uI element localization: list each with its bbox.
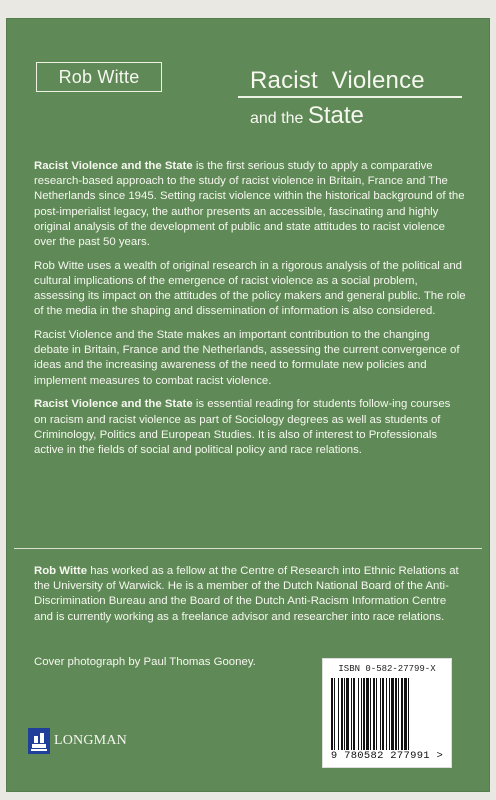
book-title-line2 [250, 102, 364, 130]
blurb-paragraph-4 [34, 397, 466, 458]
book-title-line1: Racist Violence [250, 67, 425, 94]
author-bio [34, 564, 466, 633]
author-name: Rob Witte [58, 66, 140, 87]
author-bio-paragraph [34, 564, 466, 625]
publisher-name: LONGMAN [54, 733, 127, 748]
book-title-prefix: and the [250, 110, 304, 127]
barcode-icon [331, 678, 443, 750]
author-name-box [36, 62, 162, 92]
title-rule-divider [238, 96, 462, 98]
photo-credit: Cover photograph by Paul Thomas Gooney. [34, 656, 256, 668]
isbn-label: ISBN 0-582-27799-X [338, 664, 436, 674]
back-cover [6, 18, 490, 792]
bio-text: has worked as a fellow at the Centre of Research into Ethnic Relations at the University of Warwick. He is a member of the Dutch National Board of the Anti-Discrimination Bureau and the Board of the Dutch Anti-Racism Information Centre and is currently working as a freelance advisor and researcher into race relations. [34, 565, 459, 623]
blurb [34, 159, 466, 467]
blurb-paragraph-1 [34, 159, 466, 250]
section-divider [14, 548, 482, 549]
publisher-mark [28, 728, 127, 754]
blurb-title-bold: Racist Violence and the State [34, 160, 193, 172]
blurb-paragraph-1-text: is the first serious study to apply a comparative research-based approach to the study of racist violence in Britain, France and The Netherlands since 1945. Setting racist violence within the historical background of the post-imperialist legacy, the author presents an accessible, fascinating and highly original analysis of the development of public and state attitudes to racist violence over the past 50 years. [34, 160, 465, 249]
longman-ship-logo-icon [28, 728, 50, 754]
bio-author-name: Rob Witte [34, 565, 88, 577]
blurb-paragraph-3: Racist Violence and the State makes an important contribution to the changing debate in Britain, France and the Netherlands, assessing the current convergence of ideas and the increasing awareness of the need to formulate new policies and implement measures to combat racist violence. [34, 329, 460, 387]
blurb-title-bold-2: Racist Violence and the State [34, 398, 193, 411]
book-title-main: State [307, 102, 364, 129]
barcode-panel [322, 658, 452, 768]
barcode-number: 9 780582 277991 > [330, 750, 444, 762]
blurb-paragraph-4-text: is essential reading for students follow-ing courses on racism and racist violence as part of Sociology degrees as well as students of Criminology, Politics and European Studies. It is also of interest to Professionals active in the fields of social and political policy and race relations. [34, 398, 451, 456]
blurb-paragraph-2: Rob Witte uses a wealth of original research in a rigorous analysis of the political and cultural implications of the emergence of racist violence as a social problem, assessing its impact on the attitudes of the policy makers and general public. The role of the media in the shaping and dissemination of information is also considered. [34, 259, 466, 318]
